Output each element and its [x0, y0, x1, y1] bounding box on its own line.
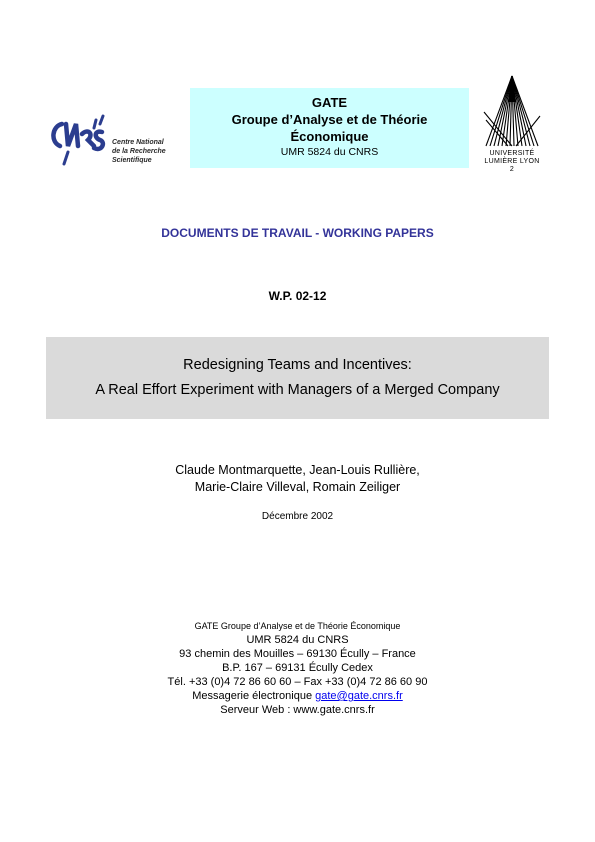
gate-subtitle-line: Économique — [290, 129, 369, 144]
authors-line: Marie-Claire Villeval, Romain Zeiliger — [194, 480, 401, 494]
paper-title-line: A Real Effort Experiment with Managers of a Merged Company — [95, 382, 500, 398]
gate-header-box — [190, 88, 469, 168]
cnrs-logo-text — [112, 138, 166, 165]
cnrs-logo-text-line: Scientifique — [112, 157, 152, 164]
publication-date: Décembre 2002 — [261, 511, 334, 522]
paper-title-line: Redesigning Teams and Incentives: — [183, 357, 412, 373]
contact-block — [0, 620, 595, 717]
authors-line: Claude Montmarquette, Jean-Louis Rullière, — [175, 463, 420, 477]
gate-title: GATE — [311, 95, 348, 110]
gate-subtitle-line: Groupe d’Analyse et de Théorie — [231, 112, 428, 127]
authors — [0, 462, 595, 496]
series-heading: DOCUMENTS DE TRAVAIL - WORKING PAPERS — [161, 226, 434, 240]
gate-umr: UMR 5824 du CNRS — [280, 146, 379, 158]
footer-org: GATE Groupe d’Analyse et de Théorie Économique — [194, 621, 401, 631]
university-logo-mark-icon — [482, 72, 542, 150]
university-logo — [482, 72, 542, 172]
email-link[interactable]: gate@gate.cnrs.fr — [315, 690, 403, 702]
footer-email-line — [0, 689, 595, 703]
paper-title-box — [46, 337, 549, 419]
footer-bp: B.P. 167 – 69131 Écully Cedex — [222, 662, 373, 674]
university-logo-text — [482, 150, 542, 174]
cnrs-logo-text-line: de la Recherche — [112, 148, 166, 155]
cnrs-logo-mark-icon — [48, 112, 108, 172]
gate-subtitle — [190, 111, 469, 145]
footer-umr: UMR 5824 du CNRS — [246, 634, 349, 646]
working-paper-number: W.P. 02-12 — [268, 289, 327, 303]
cnrs-logo — [48, 112, 188, 178]
footer-phone-fax: Tél. +33 (0)4 72 86 60 60 – Fax +33 (0)4 72 86 60 90 — [167, 676, 428, 688]
university-logo-text-line: LUMIÈRE LYON 2 — [484, 158, 540, 173]
university-logo-text-line: UNIVERSITÉ — [489, 150, 535, 157]
footer-email-label: Messagerie électronique — [192, 690, 316, 702]
footer-web: Serveur Web : www.gate.cnrs.fr — [220, 704, 375, 716]
footer-address: 93 chemin des Mouilles – 69130 Écully – France — [179, 648, 416, 660]
cnrs-logo-text-line: Centre National — [112, 139, 164, 146]
